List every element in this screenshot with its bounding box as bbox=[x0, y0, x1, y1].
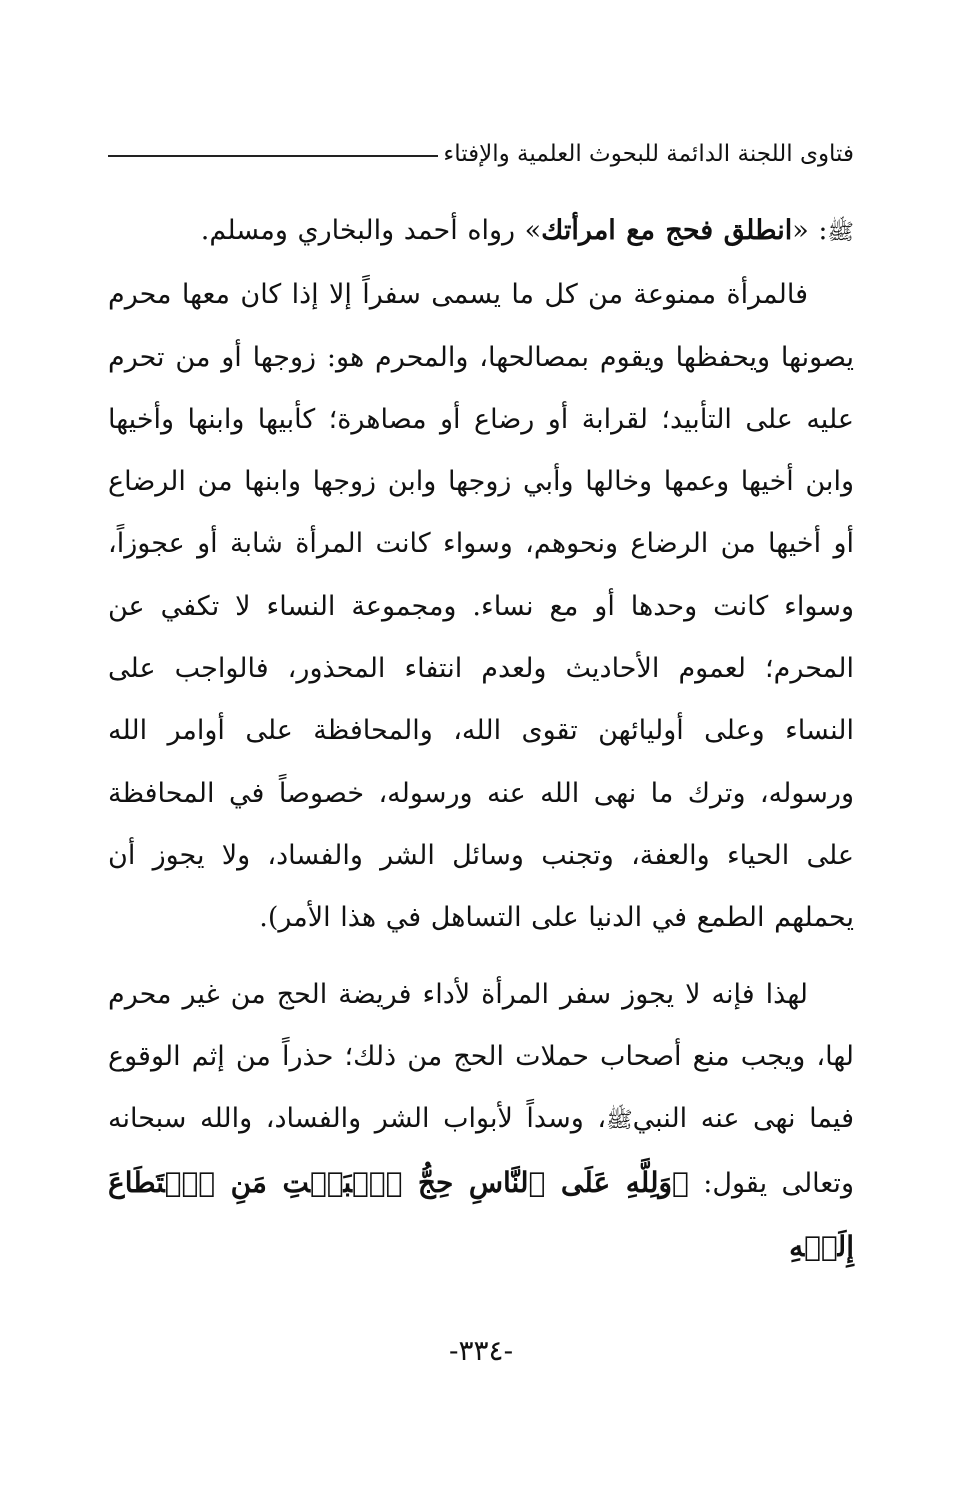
main-text bbox=[108, 200, 854, 1279]
quran-verse: ﴿وَلِلَّهِ عَلَى ٱلنَّاسِ حِجُّ ٱلۡبَيۡتِ مَنِ ٱسۡتَطَاعَ إِلَيۡهِ bbox=[108, 1166, 854, 1263]
ruling-text-2: ، وسداً لأبواب الشر والفساد، والله سبحانه وتعالى يقول: bbox=[108, 1103, 854, 1200]
salawat-symbol-2: ﷺ bbox=[606, 1108, 633, 1134]
header-rule bbox=[108, 155, 438, 157]
paragraph-mahram: فالمرأة ممنوعة من كل ما يسمى سفراً إلا إذا كان معها محرم يصونها ويحفظها ويقوم بمصالحها، والمحرم هو: زوجها أو من تحرم عليه على التأبيد؛ لقرابة أو رضاع أو مصاهرة؛ كأبيها وابنها وأخيها وابن أخيها وعمها وخالها وأبي زوجها وابن زوجها وابنها من الرضاع أو أخيها من الرضاع ونحوهم، وسواء كانت المرأة شابة أو عجوزاً، وسواء كانت وحدها أو مع نساء. ومجموعة النساء لا تكفي عن المحرم؛ لعموم الأحاديث ولعدم انتفاء المحذور، فالواجب على النساء وعلى أوليائهن تقوى الله، والمحافظة على أوامر الله ورسوله، وترك ما نهى الله عنه ورسوله، خصوصاً في المحافظة على الحياء والعفة، وتجنب وسائل الشر والفساد، ولا يجوز أن يحملهم الطمع في الدنيا على التساهل في هذا الأمر). bbox=[108, 279, 854, 934]
page-number: -٣٣٤- bbox=[448, 1334, 514, 1367]
hadith-quote: انطلق فحج مع امرأتك bbox=[541, 215, 793, 246]
ruling-text-1: لهذا فإنه لا يجوز سفر المرأة لأداء فريضة الحج من غير محرم لها، ويجب منع أصحاب حملات الحج من ذلك؛ حذراً من إثم الوقوع فيما نهى عنه النبي bbox=[108, 978, 854, 1135]
paragraph-ruling bbox=[108, 964, 854, 1279]
hadith-prefix: : « bbox=[792, 215, 828, 246]
paragraph-hadith bbox=[108, 200, 854, 264]
header-title: فتاوى اللجنة الدائمة للبحوث العلمية والإفتاء bbox=[443, 141, 854, 167]
salawat-symbol: ﷺ bbox=[827, 220, 854, 245]
hadith-citation: » رواه أحمد والبخاري ومسلم. bbox=[200, 215, 542, 246]
running-header bbox=[108, 134, 854, 178]
